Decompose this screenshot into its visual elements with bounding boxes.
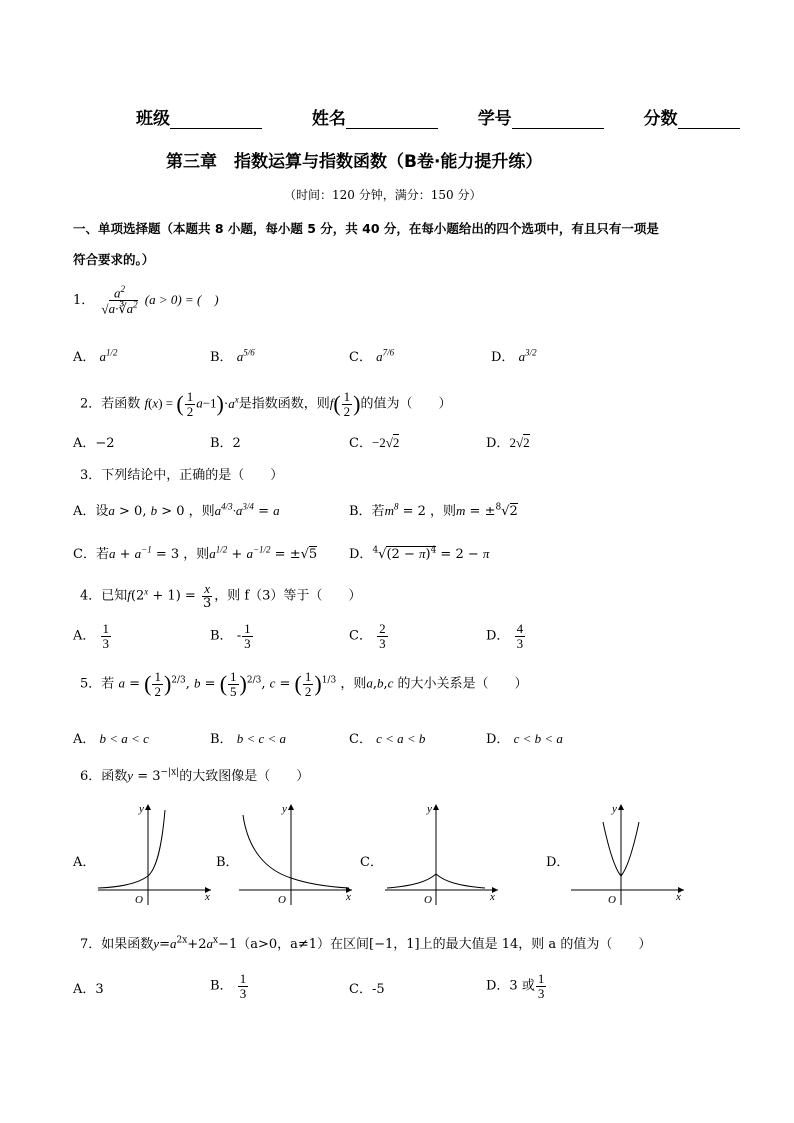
q7-option-d[interactable]: D．3 或 $\frac{1}{3}$: [486, 971, 545, 1001]
q6-option-c[interactable]: C．: [360, 855, 383, 870]
q3-stem: 下列结论中，正确的是（ ）: [101, 468, 284, 483]
class-blank[interactable]: [170, 112, 262, 129]
q6-graph-a[interactable]: [95, 800, 215, 910]
q7-stem: 如果函数: [101, 937, 154, 952]
score-label: 分数: [643, 109, 678, 129]
section-heading-line2: 符合要求的。）: [73, 252, 155, 267]
student-info-line: [136, 104, 740, 129]
q5-stem: 若: [101, 676, 115, 692]
svg-text:x: x: [490, 891, 495, 903]
question-4: 4．已知$f(2^x + 1)$ = $\frac{x}{3}$ ，则 f（3）等于（ ）: [80, 581, 362, 611]
svg-text:O: O: [278, 894, 286, 906]
q4-option-b[interactable]: B． - $\frac{1}{3}$: [210, 621, 251, 651]
svg-text:y: y: [427, 803, 432, 815]
q2-stem-mid: 是指数函数，则: [238, 396, 330, 412]
q1-option-a[interactable]: A． $a^{1/2}$: [73, 347, 118, 365]
class-label: 班级: [136, 109, 170, 129]
q6-stem: 函数: [101, 769, 128, 784]
q5-option-a[interactable]: A． b < a < c: [73, 731, 149, 747]
q4-stem-end: ，则 f（3）等于（ ）: [214, 588, 362, 604]
exam-subtitle: （时间：120 分钟，满分：150 分）: [284, 188, 482, 202]
q7-option-b[interactable]: B． $\frac{1}{3}$: [210, 971, 247, 1001]
q4-option-c[interactable]: C． $\frac{2}{3}$: [349, 621, 386, 651]
svg-text:O: O: [608, 894, 616, 906]
q1-option-d[interactable]: D． $a^{3/2}$: [491, 347, 537, 365]
question-3: 3．下列结论中，正确的是（ ）: [80, 468, 284, 483]
page-title: 第三章 指数运算与指数函数（B卷·能力提升练）: [166, 152, 543, 172]
q3-option-a[interactable]: A．设a > 0, b > 0 ，则$a^{4/3}\cdot a^{3/4} = a$: [73, 501, 280, 519]
q6-graph-b[interactable]: [236, 800, 356, 910]
id-label: 学号: [477, 109, 512, 129]
q3-option-c[interactable]: C．若$a + a^{-1} = 3$ ，则$a^{1/2} + a^{-1/2} = \pm√5$: [73, 544, 318, 562]
q1-option-b[interactable]: B． $a^{5/6}$: [210, 347, 255, 365]
q6-graph-c[interactable]: [382, 800, 502, 910]
q2-option-d[interactable]: D．2√2: [486, 435, 530, 451]
y-axis-arrow: [145, 804, 151, 810]
q6-stem-end: 的大致图像是（ ）: [179, 769, 310, 784]
svg-text:O: O: [135, 894, 143, 906]
q2-stem-end: 的值为（ ）: [360, 396, 452, 412]
q6-graph-d[interactable]: [568, 800, 688, 910]
svg-text:x: x: [346, 891, 351, 903]
q2-option-c[interactable]: C．−2√2: [349, 435, 400, 451]
q4-option-d[interactable]: D． $\frac{4}{3}$: [486, 621, 524, 651]
svg-text:y: y: [282, 803, 287, 815]
score-blank[interactable]: [678, 112, 740, 129]
q1-fraction: $\frac{a^2}{√a\cdot∛a^2}$: [101, 284, 138, 317]
q7-option-a[interactable]: A．3: [73, 982, 104, 997]
q2-option-b[interactable]: B．2: [210, 436, 241, 451]
q7-option-c[interactable]: C．-5: [349, 982, 385, 997]
svg-text:y: y: [612, 803, 617, 815]
q2-option-a[interactable]: A．−2: [73, 436, 115, 451]
section-heading-line1: 一、单项选择题（本题共 8 小题，每小题 5 分，共 40 分，在每小题给出的四个选项中，有且只有一项是: [73, 221, 659, 236]
q4-option-a[interactable]: A． $\frac{1}{3}$: [73, 621, 110, 651]
curve: [98, 810, 165, 888]
q1-option-c[interactable]: C． $a^{7/6}$: [349, 347, 395, 365]
q5-option-c[interactable]: C． c < a < b: [349, 731, 426, 747]
q3-option-d[interactable]: D．$^4√(2 - \pi)^4 = 2 - \pi$: [349, 545, 490, 562]
question-7: 7．如果函数$y=a^{2x}+2a^x-1(a>0$，a≠1）在区间[−1，1]上的最大值是 14，则 a 的值为（ ）: [80, 935, 652, 952]
q6-option-b[interactable]: B．: [216, 855, 239, 870]
q5-option-b[interactable]: B． b < c < a: [210, 731, 287, 747]
q6-option-a[interactable]: A．: [73, 855, 96, 870]
q1-stem-suffix: (a > 0) = ( ): [144, 291, 219, 307]
question-5: 5．若 a = ( $\frac{1}{2}$ )$^{2/3}$, b = ( $\frac{1}{5}$ )$^{2/3}$, c = ( $\frac{1}{2}$ )$^{1/3}$ ，则a,b,c 的大小关系是（ ）: [80, 669, 528, 699]
question-6: 6．函数$y = 3^{-|x|}$的大致图像是（ ）: [80, 767, 310, 784]
question-2: 2．若函数 f(x) = ( $\frac{1}{2}$ $a-1)\cdot a^x$是指数函数，则f( $\frac{1}{2}$ )的值为（ ）: [80, 389, 452, 419]
id-blank[interactable]: [512, 112, 604, 129]
name-label: 姓名: [311, 109, 346, 129]
q2-stem: 若函数: [101, 396, 141, 412]
q4-stem: 已知: [101, 588, 128, 604]
q6-option-d[interactable]: D．: [546, 855, 570, 870]
svg-text:x: x: [676, 891, 681, 903]
question-number: 1．: [73, 292, 95, 308]
name-blank[interactable]: [346, 112, 438, 129]
q5-stem-end: 的大小关系是（ ）: [397, 676, 528, 692]
question-1: [73, 285, 219, 316]
q7-stem-end: （a>0，a≠1）在区间[−1，1]上的最大值是 14，则 a 的值为（ ）: [237, 937, 652, 952]
svg-text:O: O: [424, 894, 432, 906]
q3-option-b[interactable]: B．若$m^8 = 2$ ，则m = ±$^8$√2: [349, 501, 518, 519]
svg-text:y: y: [139, 803, 144, 815]
q5-option-d[interactable]: D． c < b < a: [486, 731, 563, 747]
svg-text:x: x: [205, 891, 210, 903]
